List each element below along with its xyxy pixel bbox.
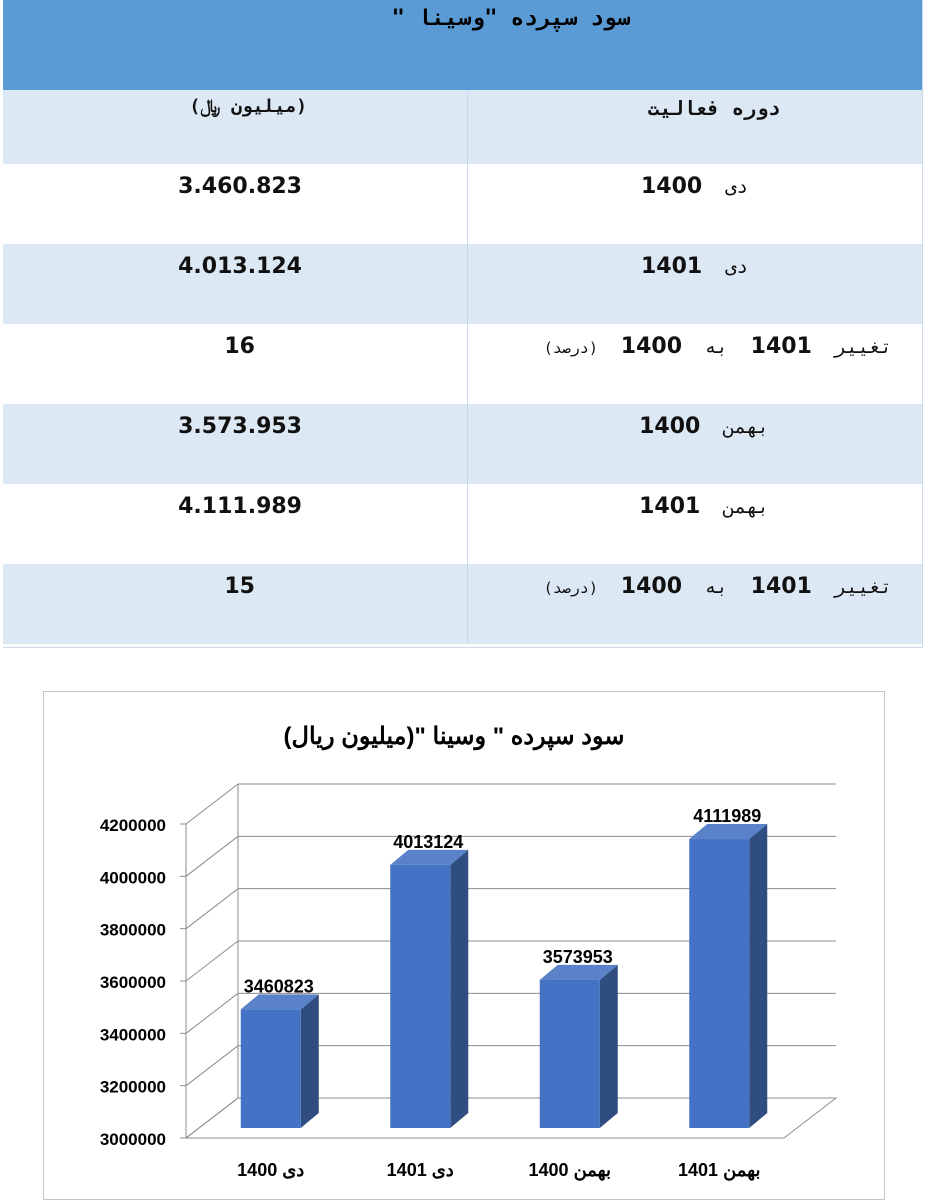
table-title (3, 0, 922, 90)
period-cell (467, 564, 922, 644)
y-tick-label: 4000000 (99, 868, 166, 888)
data-label: 3460823 (243, 976, 314, 997)
gridline-depth (186, 784, 238, 824)
value-cell (3, 164, 467, 244)
header-value-cell (3, 90, 467, 164)
period-label: تغییر 1401 به 1400 (درصد) (543, 334, 892, 359)
value-text: 16 (224, 334, 255, 359)
value-text: 4.013.124 (178, 254, 302, 279)
period-cell (467, 404, 922, 484)
value-cell (3, 324, 467, 404)
header-period: دوره فعالیت (647, 96, 780, 120)
data-label: 3573953 (542, 946, 613, 967)
gridline-depth (186, 836, 238, 876)
table-row (3, 164, 922, 244)
period-label: بهمن 1401 (639, 494, 769, 519)
bar-side (450, 850, 468, 1128)
value-cell (3, 404, 467, 484)
gridline-depth (186, 889, 238, 929)
header-period-cell (467, 90, 922, 164)
period-cell (467, 244, 922, 324)
gridline-depth (186, 993, 238, 1033)
gridline-depth (186, 941, 238, 981)
data-label: 4111989 (693, 806, 762, 827)
y-tick-label: 3200000 (99, 1077, 166, 1097)
data-label: 4013124 (393, 831, 464, 852)
data-table (3, 0, 923, 648)
bar (540, 980, 600, 1128)
y-tick-label: 3000000 (99, 1130, 166, 1149)
x-tick-label: بهمن 1400 (528, 1160, 611, 1180)
table-header-row (3, 90, 922, 164)
y-tick-label: 3800000 (99, 920, 166, 940)
period-label: بهمن 1400 (639, 414, 769, 439)
y-tick-label: 3600000 (99, 973, 166, 992)
table-row (3, 324, 922, 404)
value-cell (3, 564, 467, 644)
bar (689, 839, 749, 1128)
value-text: 3.460.823 (178, 174, 302, 199)
table-row (3, 244, 922, 324)
x-tick-label: دی 1401 (386, 1160, 454, 1180)
bar-side (600, 965, 618, 1128)
table-title-text: سود سپرده "وسینا " (391, 6, 630, 31)
bar-chart (43, 691, 885, 1200)
value-cell (3, 244, 467, 324)
chart-title: سود سپرده " وسینا "(میلیون ریال) (283, 723, 625, 750)
table-row (3, 404, 922, 484)
y-tick-label: 4200000 (99, 816, 166, 835)
period-label: تغییر 1401 به 1400 (درصد) (543, 574, 892, 599)
x-tick-label: دی 1400 (237, 1160, 305, 1180)
period-label: دی 1401 (640, 254, 748, 279)
x-tick-label: بهمن 1401 (678, 1160, 761, 1180)
bar (241, 1009, 301, 1128)
bar-side (301, 994, 319, 1128)
bar-layer (241, 824, 768, 1128)
value-cell (3, 484, 467, 564)
period-cell (467, 484, 922, 564)
value-text: 4.111.989 (178, 494, 302, 519)
value-text: 15 (224, 574, 255, 599)
header-value: (میلیون ﷼) (189, 96, 307, 117)
period-label: دی 1400 (640, 174, 748, 199)
gridline-depth (186, 1046, 238, 1086)
table-row (3, 484, 922, 564)
period-cell (467, 164, 922, 244)
chart-canvas (44, 692, 884, 1199)
period-cell (467, 324, 922, 404)
value-text: 3.573.953 (178, 414, 302, 439)
bar-side (749, 824, 767, 1128)
y-tick-label: 3400000 (99, 1025, 166, 1045)
table-row (3, 564, 922, 644)
bar (390, 865, 450, 1128)
